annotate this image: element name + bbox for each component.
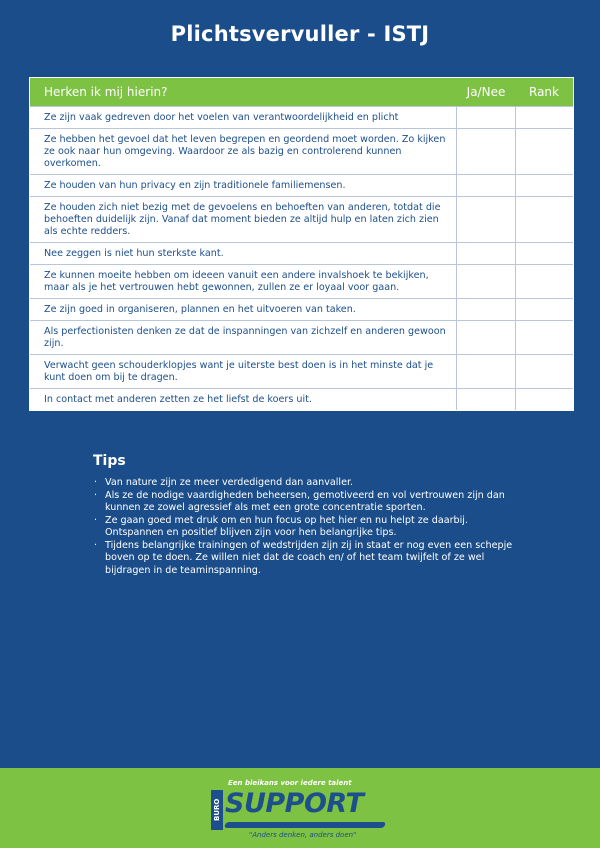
rank-cell[interactable] (516, 299, 573, 320)
row-statement: Ze zijn vaak gedreven door het voelen van verantwoordelijkheid en plicht (30, 107, 457, 128)
rank-cell[interactable] (516, 389, 573, 410)
row-statement: Ze hebben het gevoel dat het leven begrepen en geordend moet worden. Zo kijken ze ook naar hun omgeving. Waardoor ze als bazig en controlerend kunnen overkomen. (30, 129, 457, 174)
header-question: Herken ik mij hierin? (44, 85, 168, 99)
table-header (30, 78, 573, 106)
buro-support-logo (209, 776, 389, 841)
table-row (30, 388, 573, 410)
row-statement: Nee zeggen is niet hun sterkste kant. (30, 243, 457, 264)
rank-cell[interactable] (516, 129, 573, 174)
yes-no-cell[interactable] (457, 175, 516, 196)
logo-slogan-bottom: "Anders denken, anders doen" (249, 831, 357, 839)
row-statement: In contact met anderen zetten ze het liefst de koers uit. (30, 389, 457, 410)
header-yes-no: Ja/Nee (466, 85, 506, 99)
table-row (30, 106, 573, 128)
rank-cell[interactable] (516, 243, 573, 264)
row-statement: Ze houden van hun privacy en zijn traditionele familiemensen. (30, 175, 457, 196)
footer (0, 768, 600, 848)
row-statement: Ze houden zich niet bezig met de gevoelens en behoeften van anderen, totdat die behoeften duidelijk zijn. Vanaf dat moment bieden ze altijd hulp en laten zich zien als echte redders. (30, 197, 457, 242)
table-row (30, 354, 573, 388)
table-row (30, 174, 573, 196)
tip-item: · Van nature zijn ze meer verdedigend dan aanvaller. (93, 477, 513, 490)
tips-list (93, 477, 513, 577)
rank-cell[interactable] (516, 265, 573, 298)
yes-no-cell[interactable] (457, 299, 516, 320)
table-row (30, 298, 573, 320)
tip-item: · Als ze de nodige vaardigheden beheersen, gemotiveerd en vol vertrouwen zijn dan kunnen ze zowel agressief als met een grote concentratie sporten. (93, 490, 513, 515)
logo-slogan-top: Een bleikans voor iedere talent (228, 779, 352, 787)
logo-support: SUPPORT (225, 788, 364, 819)
yes-no-cell[interactable] (457, 129, 516, 174)
yes-no-cell[interactable] (457, 197, 516, 242)
logo-buro: BURO (211, 790, 223, 830)
rank-cell[interactable] (516, 355, 573, 388)
table-row (30, 320, 573, 354)
row-statement: Verwacht geen schouderklopjes want je uiterste best doen is in het minste dat je kunt doen om bij te dragen. (30, 355, 457, 388)
tips-heading: Tips (93, 453, 126, 469)
yes-no-cell[interactable] (457, 389, 516, 410)
rank-cell[interactable] (516, 107, 573, 128)
checklist-table (29, 77, 574, 411)
rank-cell[interactable] (516, 175, 573, 196)
header-rank: Rank (529, 85, 559, 99)
row-statement: Als perfectionisten denken ze dat de inspanningen van zichzelf en anderen gewoon zijn. (30, 321, 457, 354)
yes-no-cell[interactable] (457, 355, 516, 388)
row-statement: Ze zijn goed in organiseren, plannen en het uitvoeren van taken. (30, 299, 457, 320)
rank-cell[interactable] (516, 197, 573, 242)
table-row (30, 128, 573, 174)
tip-item: · Tijdens belangrijke trainingen of wedstrijden zijn zij in staat er nog even een schepje boven op te doen. Ze willen niet dat de coach en/ of het team twijfelt of ze wel bijdragen in de teaminspanning. (93, 540, 513, 578)
tip-item: · Ze gaan goed met druk om en hun focus op het hier en nu helpt ze daarbij. Ontspannen en positief blijven zijn voor hen belangrijke tips. (93, 515, 513, 540)
yes-no-cell[interactable] (457, 321, 516, 354)
table-row (30, 242, 573, 264)
table-row (30, 264, 573, 298)
tips-section (93, 453, 513, 577)
rank-cell[interactable] (516, 321, 573, 354)
yes-no-cell[interactable] (457, 107, 516, 128)
logo-swoosh (224, 822, 386, 828)
yes-no-cell[interactable] (457, 265, 516, 298)
yes-no-cell[interactable] (457, 243, 516, 264)
table-row (30, 196, 573, 242)
row-statement: Ze kunnen moeite hebben om ideeen vanuit een andere invalshoek te bekijken, maar als je het vertrouwen hebt gewonnen, zullen ze er loyaal voor gaan. (30, 265, 457, 298)
page-title: Plichtsvervuller - ISTJ (170, 22, 430, 46)
